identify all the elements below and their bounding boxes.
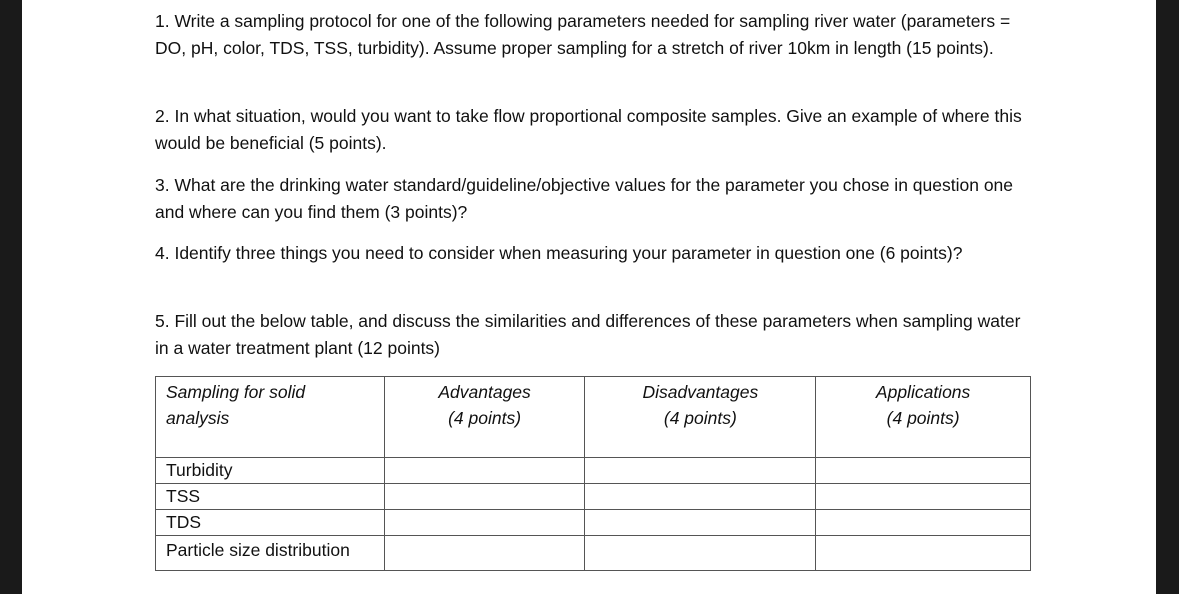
document-page <box>22 0 1156 594</box>
question-2: 2. In what situation, would you want to take flow proportional composite samples. Give an example of where this would be beneficial (5 points). <box>155 106 1022 153</box>
header-applications <box>816 377 1031 458</box>
table-row <box>156 536 1031 571</box>
disadvantages-cell[interactable] <box>585 484 816 510</box>
table-row <box>156 510 1031 536</box>
table-row <box>156 458 1031 484</box>
header-sampling-line2: analysis <box>166 408 230 428</box>
header-disadvantages <box>585 377 816 458</box>
header-advantages-line2: (4 points) <box>448 408 522 428</box>
question-5: 5. Fill out the below table, and discuss the similarities and differences of these parameters when sampling water in a water treatment plant (12 points) <box>155 311 1021 358</box>
header-sampling-line1: Sampling for solid <box>166 382 306 402</box>
row-label: TDS <box>156 510 385 536</box>
question-3: 3. What are the drinking water standard/guideline/objective values for the parameter you chose in question one and where can you find them (3 points)? <box>155 175 1014 222</box>
advantages-cell[interactable] <box>384 458 585 484</box>
applications-cell[interactable] <box>816 458 1031 484</box>
header-sampling <box>156 377 385 458</box>
header-applications-line2: (4 points) <box>886 408 960 428</box>
header-disadvantages-line1: Disadvantages <box>642 382 759 402</box>
row-label: Particle size distribution <box>156 536 385 571</box>
table-row <box>156 484 1031 510</box>
table-header-row <box>156 377 1031 458</box>
header-advantages <box>384 377 585 458</box>
header-disadvantages-line2: (4 points) <box>663 408 737 428</box>
row-label: TSS <box>156 484 385 510</box>
disadvantages-cell[interactable] <box>585 458 816 484</box>
disadvantages-cell[interactable] <box>585 536 816 571</box>
advantages-cell[interactable] <box>384 484 585 510</box>
solids-analysis-table <box>155 376 1031 571</box>
disadvantages-cell[interactable] <box>585 510 816 536</box>
applications-cell[interactable] <box>816 536 1031 571</box>
applications-cell[interactable] <box>816 484 1031 510</box>
question-4: 4. Identify three things you need to consider when measuring your parameter in question one (6 points)? <box>155 243 963 263</box>
header-advantages-line1: Advantages <box>438 382 531 402</box>
row-label: Turbidity <box>156 458 385 484</box>
question-1: 1. Write a sampling protocol for one of the following parameters needed for sampling river water (parameters = DO, pH, color, TDS, TSS, turbidity). Assume proper sampling for a stretch of river 10km in length (15 points). <box>155 11 1011 58</box>
advantages-cell[interactable] <box>384 536 585 571</box>
advantages-cell[interactable] <box>384 510 585 536</box>
applications-cell[interactable] <box>816 510 1031 536</box>
header-applications-line1: Applications <box>875 382 971 402</box>
